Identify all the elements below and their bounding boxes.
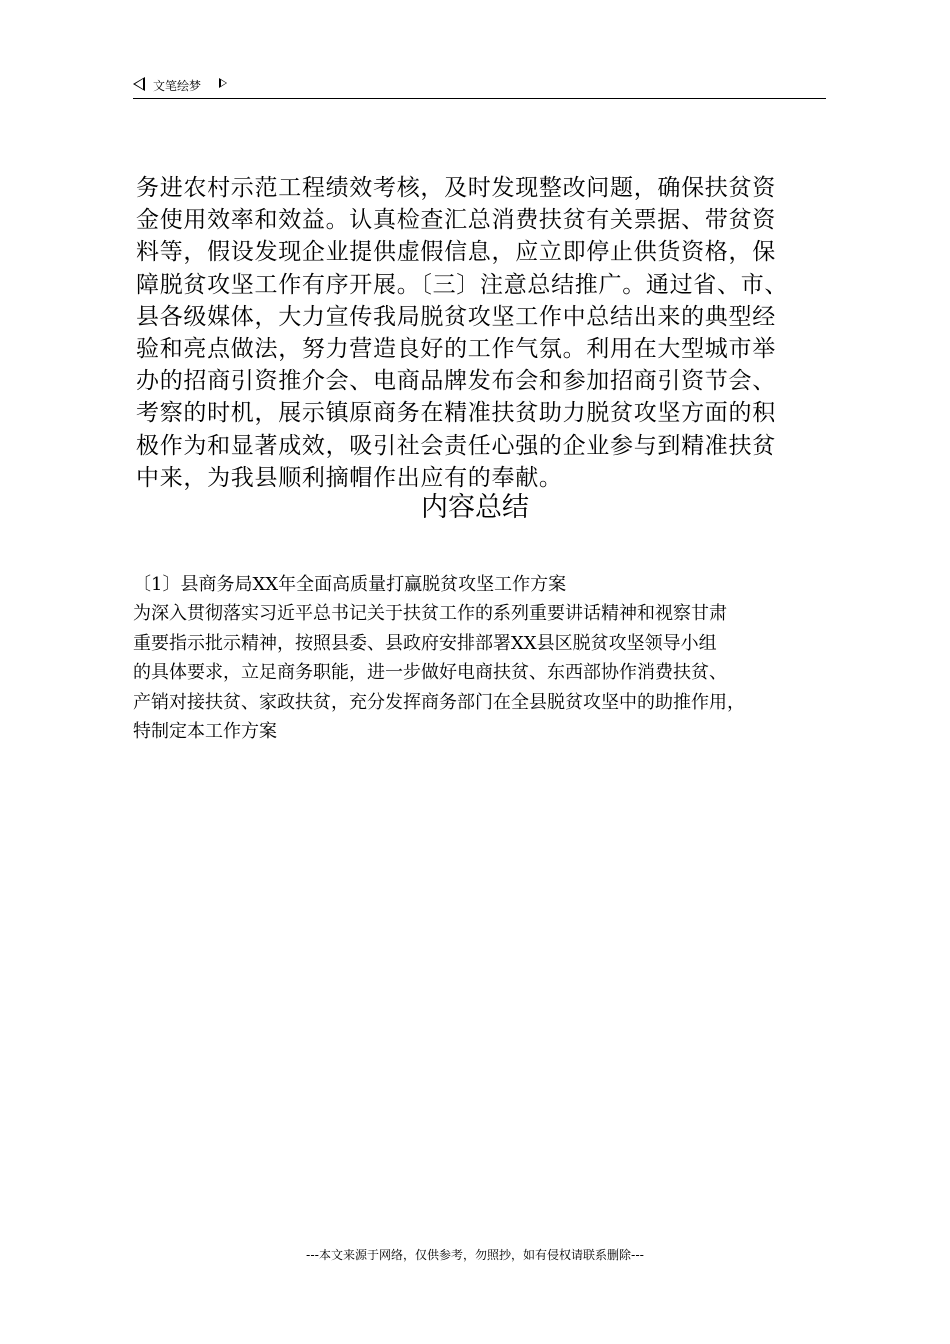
body-line: 金使用效率和效益。认真检查汇总消费扶贫有关票据、带贫资	[136, 207, 776, 234]
page-footer: ---本文来源于网络，仅供参考，勿照抄，如有侵权请联系删除---	[306, 1248, 644, 1262]
section-title: 内容总结	[421, 492, 529, 523]
body-line: 办的招商引资推介会、电商品牌发布会和参加招商引资节会、	[136, 368, 776, 395]
summary-line: 产销对接扶贫、家政扶贫，充分发挥商务部门在全县脱贫攻坚中的助推作用，	[133, 691, 745, 713]
header-brand: 文笔绘梦	[153, 79, 202, 93]
summary-line: 的具体要求，立足商务职能，进一步做好电商扶贫、东西部协作消费扶贫、	[133, 662, 727, 684]
summary-line: 重要指示批示精神，按照县委、县政府安排部署XX县区脱贫攻坚领导小组	[133, 632, 717, 654]
right-triangle-icon	[219, 78, 227, 88]
left-triangle-icon	[133, 77, 145, 91]
summary-line: 〔1〕县商务局XX年全面高质量打赢脱贫攻坚工作方案	[133, 574, 567, 595]
body-line: 障脱贫攻坚工作有序开展。〔三〕注意总结推广。通过省、市、	[136, 271, 789, 298]
summary-line: 特制定本工作方案	[133, 720, 277, 742]
body-line: 务进农村示范工程绩效考核，及时发现整改问题，确保扶贫资	[136, 175, 776, 201]
body-line: 县各级媒体，大力宣传我局脱贫攻坚工作中总结出来的典型经	[136, 303, 776, 330]
summary-line: 为深入贯彻落实习近平总书记关于扶贫工作的系列重要讲话精神和视察甘肃	[133, 603, 727, 625]
summary-text	[133, 570, 833, 746]
page-header	[133, 74, 826, 99]
body-text	[136, 172, 836, 494]
body-line: 料等，假设发现企业提供虚假信息，应立即停止供货资格，保	[136, 239, 776, 266]
body-line: 验和亮点做法，努力营造良好的工作气氛。利用在大型城市举	[136, 335, 776, 362]
body-line: 极作为和显著成效，吸引社会责任心强的企业参与到精准扶贫	[136, 432, 776, 459]
body-line: 中来，为我县顺利摘帽作出应有的奉献。	[136, 464, 563, 491]
body-line: 考察的时机，展示镇原商务在精准扶贫助力脱贫攻坚方面的积	[136, 400, 776, 427]
